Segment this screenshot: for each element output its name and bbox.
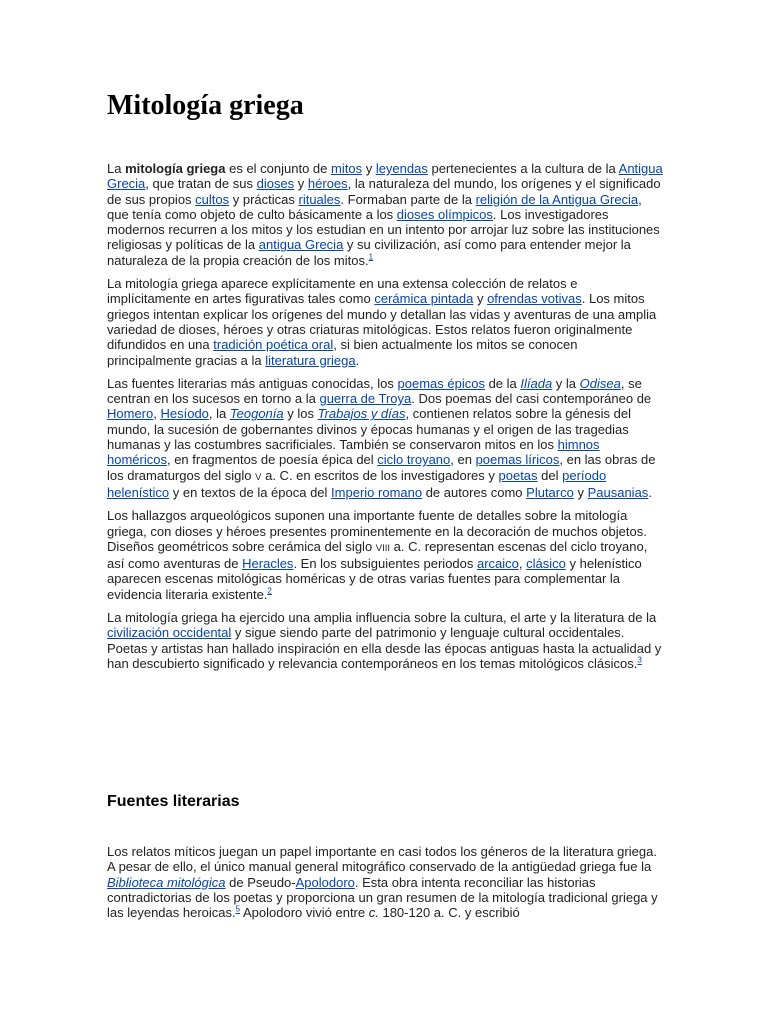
link-poemas-epicos[interactable]: poemas épicos: [397, 375, 485, 391]
century-numeral: VIII: [375, 542, 391, 554]
link-religion-antigua-grecia[interactable]: religión de la Antigua Grecia: [475, 191, 639, 207]
section-heading-wrap: [107, 792, 663, 812]
link-tradicion-poetica-oral[interactable]: tradición poética oral: [213, 337, 334, 353]
link-leyendas[interactable]: leyendas: [375, 161, 428, 176]
link-plutarco[interactable]: Plutarco: [526, 484, 574, 500]
link-trabajos-y-dias[interactable]: Trabajos y días: [317, 406, 406, 422]
link-mitos[interactable]: mitos: [331, 161, 363, 176]
link-literatura-griega[interactable]: literatura griega: [265, 352, 356, 368]
reference-3[interactable]: 3: [637, 655, 642, 665]
link-rituales[interactable]: rituales: [298, 191, 341, 207]
paragraph-5: La mitología griega ha ejercido una amplia influencia sobre la cultura, el arte y la literatura de la civilización occidental y sigue siendo parte del patrimonio y lenguaje cultural occidentales. Poetas y artistas han hallado inspiración en ella desde las épocas antiguas hasta la actualidad y han descubierto significado y relevancia contemporáneos en los temas mitológicos clásicos.$^3$: [107, 610, 662, 671]
link-arcaico[interactable]: arcaico: [477, 556, 519, 572]
link-ofrendas-votivas[interactable]: ofrendas votivas: [487, 291, 582, 307]
paragraph-6: Los relatos míticos juegan un papel importante en casi todos los géneros de la literatura griega. A pesar de ello, el único manual general mitográfico conservado de la antigüedad griega fue la Biblioteca mitológica de Pseudo-Apolodoro. Esta obra intenta reconciliar las historias contradictorias de los poetas y proporciona un gran resumen de la mitología tradicional griega y las leyendas heroicas.$^5$ Apolodoro vivió entre c. 180-120 a. C. y escribió: [107, 844, 658, 921]
century-numeral: V: [255, 471, 262, 483]
paragraph-3: Las fuentes literarias más antiguas conocidas, los poemas épicos de la Ilíada y la Odisea, se centran en los sucesos en torno a la guerra de Troya. Dos poemas del casi contemporáneo de Homero, Hesíodo, la Teogonía y los Trabajos y días, contienen relatos sobre la génesis del mundo, la sucesión de gobernantes divinos y épocas humanas y el origen de las tragedias humanas y las costumbres sacrificiales. También se conservaron mitos en los himnos homéricos, en fragmentos de poesía épica del ciclo troyano, en poemas líricos, en las obras de los dramaturgos del siglo V a. C. en escritos de los investigadores y poetas del período helenístico y en textos de la época del Imperio romano de autores como Plutarco y Pausanias.: [107, 375, 656, 500]
section-title-fuentes-literarias: Fuentes literarias: [107, 793, 240, 810]
link-civilizacion-occidental[interactable]: civilización occidental: [107, 625, 232, 641]
link-antigua-grecia[interactable]: Antigua Grecia: [107, 161, 663, 192]
link-himnos-homericos[interactable]: himnos homéricos: [107, 437, 600, 468]
link-teogonia[interactable]: Teogonía: [229, 406, 284, 422]
link-dioses[interactable]: dioses: [256, 176, 295, 192]
reference-5[interactable]: 5: [235, 904, 241, 914]
link-guerra-de-troya[interactable]: guerra de Troya: [319, 391, 412, 407]
link-clasico[interactable]: clásico: [526, 556, 566, 572]
link-ceramica-pintada[interactable]: cerámica pintada: [374, 291, 474, 307]
link-cultos[interactable]: cultos: [195, 191, 230, 207]
link-poetas[interactable]: poetas: [498, 467, 538, 483]
link-dioses-olimpicos[interactable]: dioses olímpicos: [396, 206, 493, 222]
reference-2[interactable]: 2: [267, 586, 272, 596]
link-poemas-liricos[interactable]: poemas líricos: [475, 452, 560, 468]
paragraph-4: Los hallazgos arqueológicos suponen una importante fuente de detalles sobre la mitología griega, con dioses y héroes presentes prominentemente en la decoración de muchos objetos. Diseños geométricos sobre cerámica del siglo VIII a. C. representan escenas del ciclo troyano, así como aventuras de Heracles. En los subsiguientes periodos arcaico, clásico y helenístico aparecen escenas mitológicas homéricas y de otras varias fuentes para complementar la evidencia literaria existente.$^2$: [107, 508, 648, 602]
bold-term: mitología griega: [125, 161, 226, 176]
link-apolodoro[interactable]: Apolodoro: [295, 874, 355, 890]
link-antigua-grecia-2[interactable]: antigua Grecia: [258, 237, 344, 253]
page-title: Mitología griega: [107, 90, 304, 121]
link-homero[interactable]: Homero: [107, 406, 154, 422]
intro-paragraph: La mitología griega es el conjunto de mitos y leyendas pertenecientes a la cultura de la Antigua Grecia, que tratan de sus dioses y héroes, la naturaleza del mundo, los orígenes y el significado de sus propios cultos y prácticas rituales. Formaban parte de la religión de la Antigua Grecia, que tenía como objeto de culto básicamente a los dioses olímpicos. Los investigadores modernos recurren a los mitos y los estudian en un intento por arrojar luz sobre las instituciones religiosas y políticas de la antigua Grecia y su civilización, así como para entender mejor la naturaleza de la propia creación de los mitos.$^1$: [107, 161, 663, 268]
link-ciclo-troyano[interactable]: ciclo troyano: [377, 452, 451, 468]
link-iliada[interactable]: Ilíada: [520, 375, 553, 391]
link-heroes[interactable]: héroes: [307, 176, 348, 192]
section-body: [107, 844, 663, 928]
reference-1[interactable]: 1: [368, 252, 374, 262]
link-imperio-romano[interactable]: Imperio romano: [331, 484, 423, 500]
link-pausanias[interactable]: Pausanias: [587, 484, 649, 500]
link-odisea[interactable]: Odisea: [579, 375, 621, 391]
link-biblioteca-mitologica[interactable]: Biblioteca mitológica: [107, 874, 226, 890]
circa-abbrev: c.: [368, 905, 379, 921]
paragraph-2: La mitología griega aparece explícitamente en una extensa colección de relatos e implícitamente en artes figurativas tales como cerámica pintada y ofrendas votivas. Los mitos griegos intentan explicar los orígenes del mundo y detallan las vidas y aventuras de una amplia variedad de dioses, héroes y otras criaturas mitológicas. Estos relatos fueron originalmente difundidos en una tradición poética oral, si bien actualmente los mitos se conocen principalmente gracias a la literatura griega.: [107, 276, 657, 368]
link-hesiodo[interactable]: Hesíodo: [160, 406, 209, 422]
article-body: [107, 88, 663, 679]
link-periodo-helenistico[interactable]: período helenístico: [107, 467, 607, 500]
link-heracles[interactable]: Heracles: [242, 556, 294, 572]
